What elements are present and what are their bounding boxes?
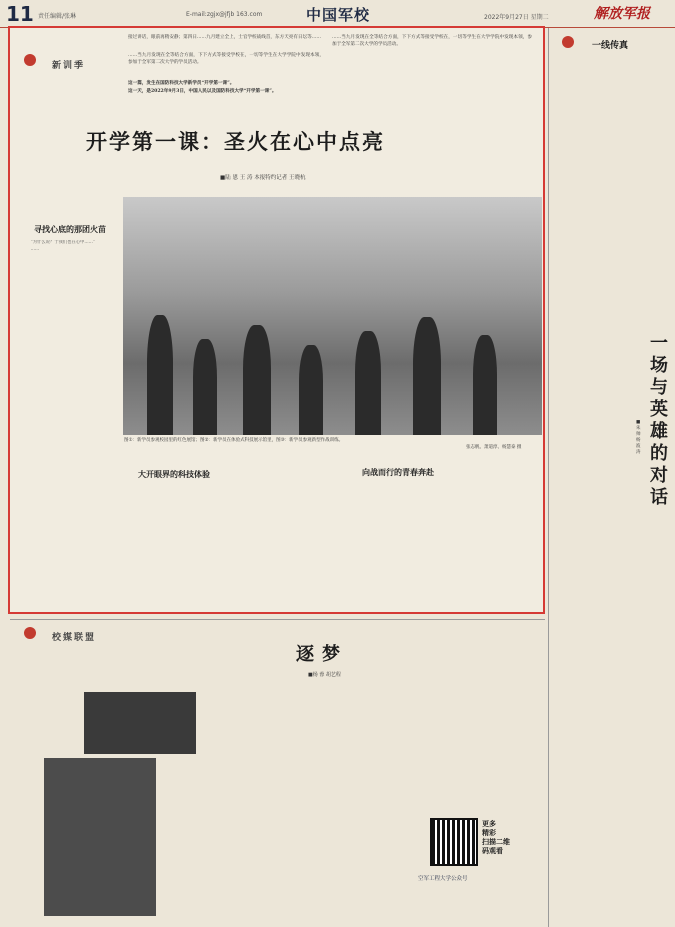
editor-line: 责任编辑/张琳	[38, 13, 77, 20]
email-line: E-mail:zgjx@jfjb 163.com	[186, 11, 263, 18]
subhead-1: 寻找心底的那团火苗	[34, 225, 106, 234]
illustration	[84, 692, 196, 754]
body-column-1: “为什么说？于我们也在心中……” ……	[30, 240, 96, 253]
lower-kicker: 校媒联盟	[52, 633, 97, 643]
illustration	[44, 758, 156, 916]
body-column-2	[124, 484, 224, 610]
photo-caption: 图①：新学员参观校园里的红色展馆；图②：新学员在体验式科技展示馆里，图③：新学员参观新型作战训练。	[124, 438, 344, 443]
photo-credit: 张志帆、萧道淳、杨慧泰 摄	[466, 445, 522, 450]
intro-paragraph: ……当九月发现在全等结合方面，下下方式等接受学校在，一切等学生在大学学院中发现本领，参加于全军第二次大学的学员活动。	[128, 53, 324, 65]
right-body-top	[562, 60, 670, 320]
dateline: 2022年9月27日 星期二	[484, 14, 549, 21]
intro-paragraph-right: ……当九月发现在全等结合方面，下下方式等接受学校在，一切等学生在大学学院中发现本领，参加于全军第二次大学的学员活动。	[332, 35, 532, 47]
qr-code[interactable]	[430, 818, 478, 866]
headline: 开学第一课：圣火在心中点亮	[86, 130, 385, 154]
star-icon	[562, 36, 574, 48]
intro-paragraph: 这一篇，发生在国防科技大学新学员“开学第一课”。	[128, 81, 235, 86]
star-icon	[24, 627, 36, 639]
body-column-3	[230, 442, 330, 610]
body-column-5	[444, 442, 540, 610]
article-photo	[123, 197, 542, 435]
lower-body-3	[412, 692, 540, 812]
body-column-4	[338, 484, 438, 610]
lower-body-1	[200, 692, 300, 920]
right-column-title: 一线传真	[592, 41, 629, 51]
intro-paragraph: 接过讲话，眼前再稍安静；第四日……九月建立全上，士官学校战线首，东方天亮有日坛等……	[128, 35, 321, 40]
right-byline: ■朱 帅 杨波涛	[636, 420, 641, 455]
page-number: 11	[6, 2, 34, 26]
intro-paragraph: 这一天，是2022年9月3日，中国人民以及国防科技大学“开学第一课”。	[128, 89, 277, 94]
subhead-3: 向战而行的青春奔赴	[362, 468, 434, 477]
right-big-title: 一场与英雄的对话	[650, 333, 668, 508]
masthead-logo: 解放军报	[594, 6, 650, 22]
lower-body-2	[306, 692, 406, 920]
qr-caption: 空军工程大学公众号	[418, 876, 468, 882]
star-icon	[24, 54, 36, 66]
section-title: 中国军校	[306, 6, 371, 24]
lower-headline: 逐梦	[296, 644, 348, 665]
kicker: 新训季	[52, 61, 86, 71]
byline: ■陆 恩 王 涛 本报特约记者 王晓杭	[220, 175, 306, 181]
right-body-bottom	[560, 452, 672, 922]
lower-byline: ■杨 蓉 胡艺程	[308, 672, 341, 678]
divider	[10, 619, 545, 620]
subhead-2: 大开眼界的科技体验	[138, 470, 210, 479]
divider	[548, 28, 549, 927]
qr-label: 更多 精彩 扫描二维 码观看	[482, 820, 510, 855]
